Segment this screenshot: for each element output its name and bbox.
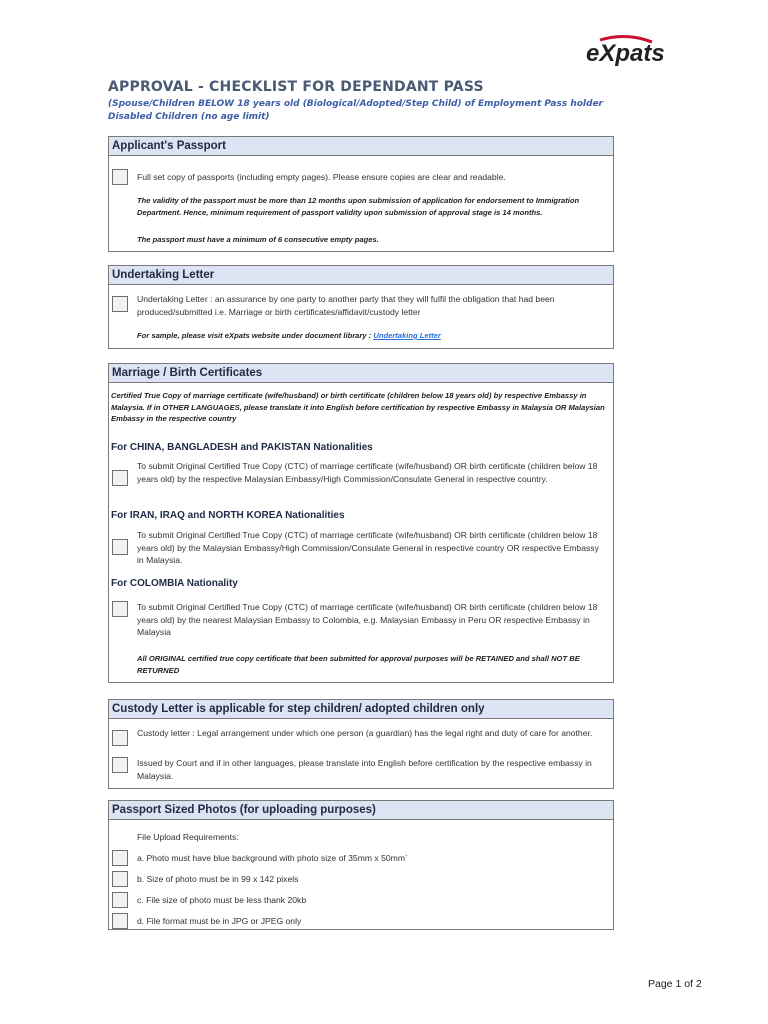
document-header — [108, 79, 628, 124]
note-text: For sample, please visit eXpats website under document library : — [137, 331, 372, 340]
checkbox[interactable] — [112, 850, 128, 866]
section-applicant-passport — [108, 136, 614, 252]
section-heading: Undertaking Letter — [109, 266, 613, 285]
section-undertaking-letter — [108, 265, 614, 349]
undertaking-letter-link[interactable]: Undertaking Letter — [373, 331, 441, 340]
passport-pages-note: The passport must have a minimum of 6 consecutive empty pages. — [137, 235, 379, 244]
item-text: c. File size of photo must be less thank 20kb — [137, 895, 307, 905]
item-text: Undertaking Letter : an assurance by one party to another party that they will fulfil the obligation that had been produced/submitted i.e. Marriage or birth certificates/affidavit/custody letter — [137, 294, 555, 317]
item-text: Issued by Court and if in other languages, please translate into English before certification by the respective embassy in Malaysia. — [137, 758, 592, 781]
checkbox[interactable] — [112, 913, 128, 929]
item-text: To submit Original Certified True Copy (CTC) of marriage certificate (wife/husband) OR birth certificate (children below 18 years old) by the nearest Malaysian Embassy to Colombia, e.g. Malaysian Embassy in Peru OR respective Embassy in Malaysia — [137, 602, 598, 637]
item-text: b. Size of photo must be in 99 x 142 pixels — [137, 874, 299, 884]
svg-text:eXpats: eXpats — [586, 40, 665, 67]
checkbox[interactable] — [112, 892, 128, 908]
item-text: a. Photo must have blue background with photo size of 35mm x 50mm` — [137, 853, 408, 863]
item-text: Custody letter : Legal arrangement under which one person (a guardian) has the legal right and duty of care for another. — [137, 728, 593, 738]
section-heading: Applicant's Passport — [109, 137, 613, 156]
certificate-intro-note: Certified True Copy of marriage certificate (wife/husband) or birth certificate (children below 18 years old) by respective Embassy in Malaysia. If in OTHER LANGUAGES, please translate it into English before certification by respective Embassy in Malaysia OR Malaysian Embassy in the respective country — [111, 391, 605, 423]
checkbox[interactable] — [112, 169, 128, 185]
retained-note: All ORIGINAL certified true copy certificate that been submitted for approval purposes will be RETAINED and shall NOT BE RETURNED — [137, 654, 580, 675]
section-heading: Passport Sized Photos (for uploading purposes) — [109, 801, 613, 820]
undertaking-sample-note — [137, 330, 605, 342]
checkbox[interactable] — [112, 470, 128, 486]
item-text: To submit Original Certified True Copy (CTC) of marriage certificate (wife/husband) OR birth certificate (children below 18 years old) by the respective Malaysian Embassy/High Commission/Consulate General in respective country. — [137, 461, 598, 484]
checkbox[interactable] — [112, 601, 128, 617]
page-subtitle — [108, 98, 628, 124]
item-text: d. File format must be in JPG or JPEG only — [137, 916, 302, 926]
checkbox[interactable] — [112, 871, 128, 887]
upload-requirements-label: File Upload Requirements: — [137, 832, 239, 842]
subtitle-line-1: (Spouse/Children BELOW 18 years old (Biological/Adopted/Step Child) of Employment Pass holder — [108, 99, 603, 109]
subtitle-line-2: Disabled Children (no age limit) — [108, 112, 270, 122]
checkbox[interactable] — [112, 730, 128, 746]
page-title: APPROVAL - CHECKLIST FOR DEPENDANT PASS — [108, 79, 484, 95]
section-heading: Custody Letter is applicable for step children/ adopted children only — [109, 700, 613, 719]
group-heading-china: For CHINA, BANGLADESH and PAKISTAN Nationalities — [111, 442, 373, 453]
checkbox[interactable] — [112, 757, 128, 773]
section-passport-photos — [108, 800, 614, 930]
group-heading-colombia: For COLOMBIA Nationality — [111, 578, 238, 589]
section-heading: Marriage / Birth Certificates — [109, 364, 613, 383]
group-heading-iran: For IRAN, IRAQ and NORTH KOREA Nationalities — [111, 510, 345, 521]
checkbox[interactable] — [112, 539, 128, 555]
section-custody-letter — [108, 699, 614, 789]
item-text: To submit Original Certified True Copy (CTC) of marriage certificate (wife/husband) OR birth certificate (children below 18 years old) by the Malaysian Embassy/High Commission/Consulate General in respective country OR respective Embassy in Malaysia. — [137, 530, 599, 565]
checkbox[interactable] — [112, 296, 128, 312]
page-number: Page 1 of 2 — [648, 978, 702, 990]
item-text: Full set copy of passports (including empty pages). Please ensure copies are clear and readable. — [137, 172, 506, 182]
section-marriage-birth — [108, 363, 614, 683]
expats-logo — [586, 34, 704, 70]
passport-validity-note: The validity of the passport must be more than 12 months upon submission of application for endorsement to Immigration Department. Hence, minimum requirement of passport validity upon submission of approval stage is 14 months. — [137, 196, 580, 217]
